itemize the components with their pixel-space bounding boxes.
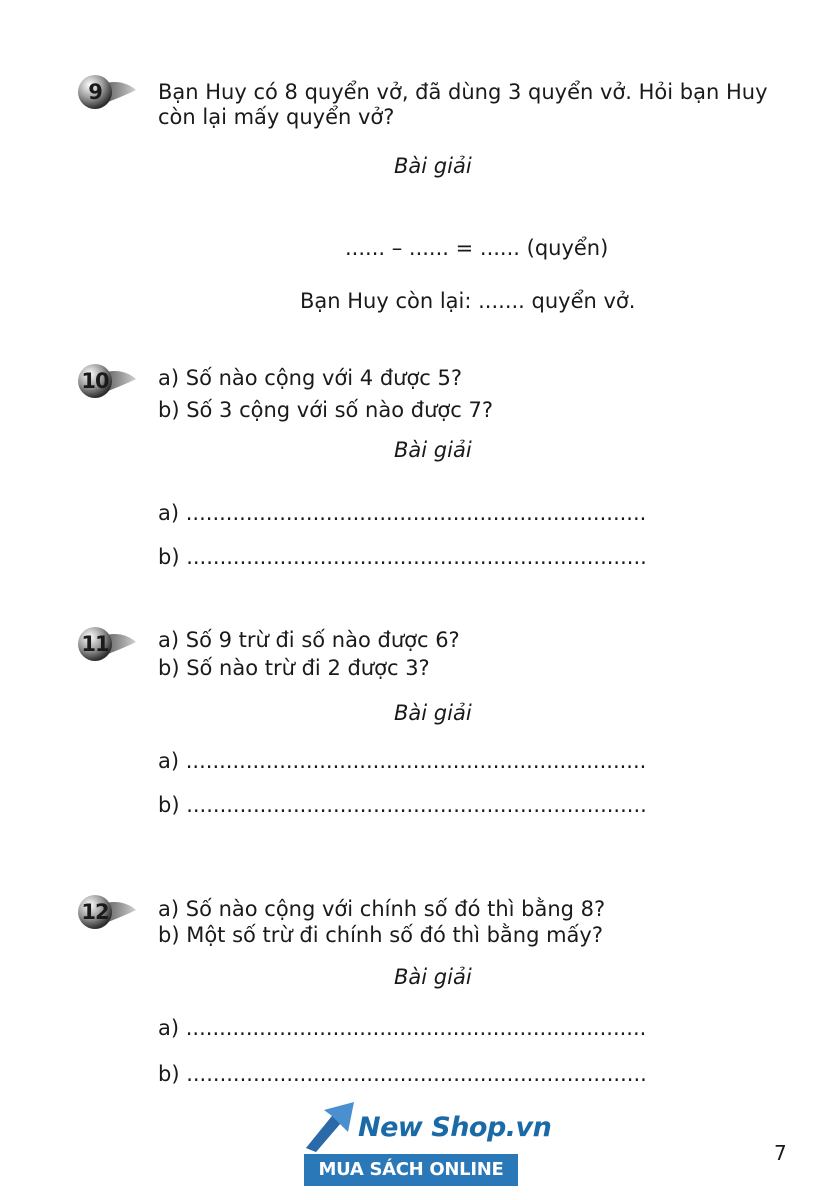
exercise-9-question-line2: còn lại mấy quyển vở? bbox=[158, 105, 395, 129]
exercise-9-heading: Bài giải bbox=[394, 154, 472, 178]
page-number: 7 bbox=[774, 1141, 787, 1165]
exercise-10-question-b: b) Số 3 cộng với số nào được 7? bbox=[158, 398, 493, 422]
exercise-10-number: 10 bbox=[81, 369, 109, 393]
exercise-11-question-b: b) Số nào trừ đi 2 được 3? bbox=[158, 656, 430, 680]
exercise-10-badge bbox=[74, 361, 138, 401]
exercise-12-badge bbox=[74, 892, 138, 932]
exercise-12-answer-a: a) ..................................................................... bbox=[158, 1016, 647, 1040]
exercise-11-number: 11 bbox=[81, 632, 109, 656]
exercise-10-answer-a: a) ..................................................................... bbox=[158, 501, 647, 525]
exercise-11-heading: Bài giải bbox=[394, 701, 472, 725]
exercise-12-question-a: a) Số nào cộng với chính số đó thì bằng 8? bbox=[158, 897, 606, 921]
exercise-12-heading: Bài giải bbox=[394, 965, 472, 989]
exercise-9-question-line1: Bạn Huy có 8 quyển vở, đã dùng 3 quyển vở. Hỏi bạn Huy bbox=[158, 80, 768, 104]
exercise-11-answer-b: b) ..................................................................... bbox=[158, 793, 647, 817]
exercise-9-badge bbox=[74, 72, 138, 112]
exercise-11-question-a: a) Số 9 trừ đi số nào được 6? bbox=[158, 628, 460, 652]
exercise-12-answer-b: b) ..................................................................... bbox=[158, 1062, 647, 1086]
exercise-12-number: 12 bbox=[81, 900, 109, 924]
exercise-12-question-b: b) Một số trừ đi chính số đó thì bằng mấy? bbox=[158, 923, 603, 947]
arrow-logo-icon bbox=[302, 1098, 358, 1154]
logo-banner: MUA SÁCH ONLINE bbox=[304, 1154, 518, 1186]
exercise-10-answer-b: b) ..................................................................... bbox=[158, 545, 647, 569]
exercise-9-number: 9 bbox=[88, 80, 102, 104]
exercise-10-heading: Bài giải bbox=[394, 438, 472, 462]
exercise-9-answer-line: Bạn Huy còn lại: ....... quyển vở. bbox=[300, 289, 636, 313]
exercise-9-calc-line: ...... – ...... = ...... (quyển) bbox=[345, 236, 609, 260]
newshop-logo[interactable] bbox=[302, 1098, 552, 1190]
exercise-10-question-a: a) Số nào cộng với 4 được 5? bbox=[158, 366, 463, 390]
exercise-11-answer-a: a) ..................................................................... bbox=[158, 749, 647, 773]
logo-text: New Shop.vn bbox=[358, 1112, 552, 1143]
exercise-11-badge bbox=[74, 624, 138, 664]
